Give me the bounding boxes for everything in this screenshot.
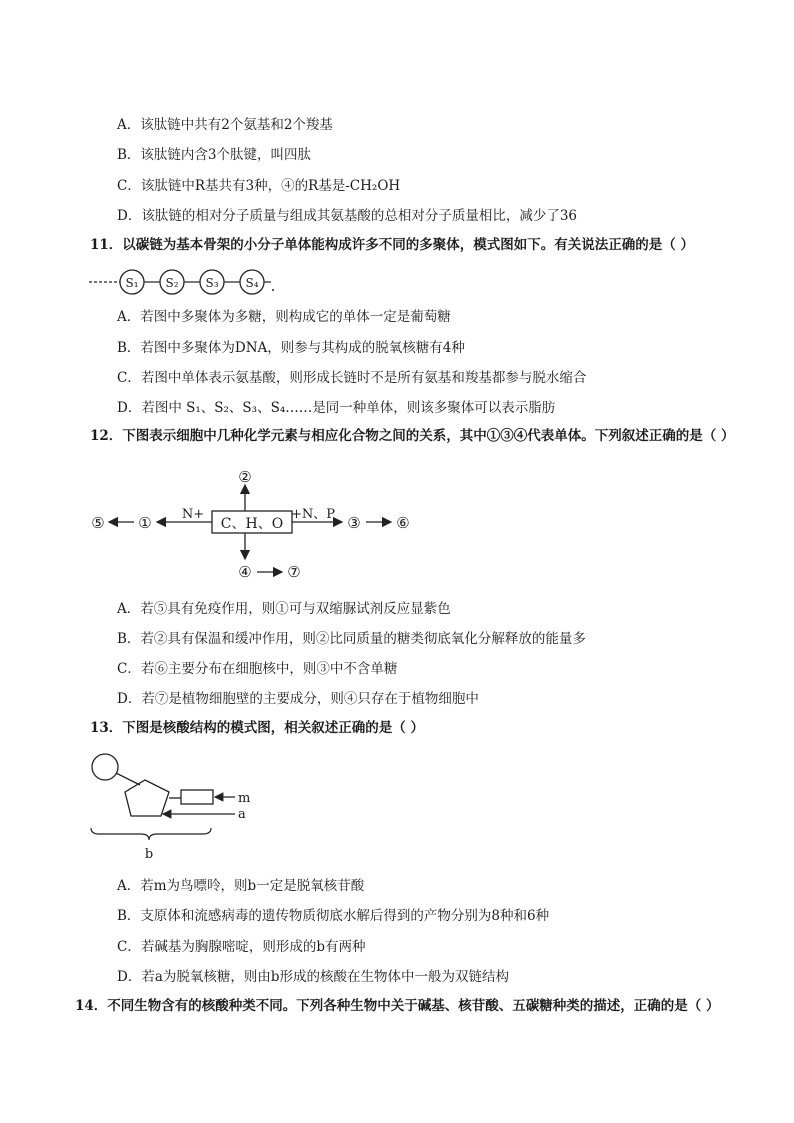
- q12-option-d: D．若⑦是植物细胞壁的主要成分，则④只存在于植物细胞中: [117, 691, 479, 707]
- q11-option-a: A．若图中多聚体为多糖，则构成它的单体一定是葡萄糖: [117, 309, 451, 325]
- q12-stem: 12．下图表示细胞中几种化学元素与相应化合物之间的关系，其中①③④代表单体。下列叙述正确的是（ ）: [90, 428, 735, 444]
- q11-option-c: C．若图中单体表示氨基酸，则形成长链时不是所有氨基和羧基都参与脱水缩合: [117, 370, 587, 386]
- q10-option-d: D．该肽链的相对分子质量与组成其氨基酸的总相对分子质量相比，减少了36: [117, 208, 578, 224]
- q12-option-b: B．若②具有保温和缓冲作用，则②比同质量的糖类彻底氧化分解释放的能量多: [117, 631, 586, 647]
- base-rect: [181, 790, 213, 804]
- right-arrow-label: +N、P: [290, 507, 336, 522]
- s4-label: S₄: [245, 276, 259, 290]
- q13-option-c: C．若碱基为胸腺嘧啶，则形成的b有两种: [117, 939, 366, 955]
- node-2: ②: [238, 468, 252, 486]
- q11-option-b: B．若图中多聚体为DNA，则参与其构成的脱氧核糖有4种: [117, 340, 465, 356]
- phosphate-circle: [92, 754, 118, 780]
- q10-option-b: B．该肽链内含3个肽键，叫四肽: [117, 147, 312, 163]
- node-7: ⑦: [287, 563, 301, 581]
- node-5: ⑤: [91, 514, 105, 532]
- q11-polymer-diagram: [85, 262, 285, 302]
- s1-label: S₁: [125, 276, 139, 290]
- q13-option-d: D．若a为脱氧核糖，则由b形成的核酸在生物体中一般为双链结构: [117, 969, 510, 985]
- label-m: m: [238, 791, 251, 806]
- q13-option-a: A．若m为鸟嘌呤，则b一定是脱氧核苷酸: [117, 878, 365, 894]
- s3-label: S₃: [205, 276, 219, 290]
- brace-b: [91, 828, 211, 840]
- pentose-shape: [125, 780, 169, 816]
- q10-option-a: A．该肽链中共有2个氨基和2个羧基: [117, 117, 333, 133]
- s2-label: S₂: [165, 276, 179, 290]
- node-3: ③: [347, 514, 361, 532]
- q11-option-d: D．若图中 S₁、S₂、S₃、S₄……是同一种单体，则该多聚体可以表示脂肪: [117, 400, 556, 416]
- q12-option-c: C．若⑥主要分布在细胞核中，则③中不含单糖: [117, 661, 398, 677]
- label-a: a: [238, 807, 246, 822]
- node-6: ⑥: [396, 514, 410, 532]
- q13-stem: 13．下图是核酸结构的模式图，相关叙述正确的是（ ）: [90, 720, 424, 736]
- q12-element-compound-diagram: [85, 462, 425, 587]
- q11-stem: 11．以碳链为基本骨架的小分子单体能构成许多不同的多聚体，模式图如下。有关说法正确的是（ ）: [90, 237, 694, 253]
- label-b: b: [144, 847, 154, 862]
- node-4: ④: [238, 563, 252, 581]
- q10-option-c: C．该肽链中R基共有3种，④的R基是-CH₂OH: [117, 178, 401, 194]
- q12-option-a: A．若⑤具有免疫作用，则①可与双缩脲试剂反应显紫色: [117, 601, 451, 617]
- left-arrow-label: N+: [181, 507, 205, 522]
- q13-nucleotide-diagram: [85, 750, 275, 865]
- chon-label: C、H、O: [220, 516, 284, 532]
- q13-option-b: B．支原体和流感病毒的遗传物质彻底水解后得到的产物分别为8种和6种: [117, 908, 550, 924]
- node-1: ①: [138, 514, 152, 532]
- q14-stem: 14．不同生物含有的核酸种类不同。下列各种生物中关于碱基、核苷酸、五碳糖种类的描述，正确的是（ ）: [75, 998, 720, 1014]
